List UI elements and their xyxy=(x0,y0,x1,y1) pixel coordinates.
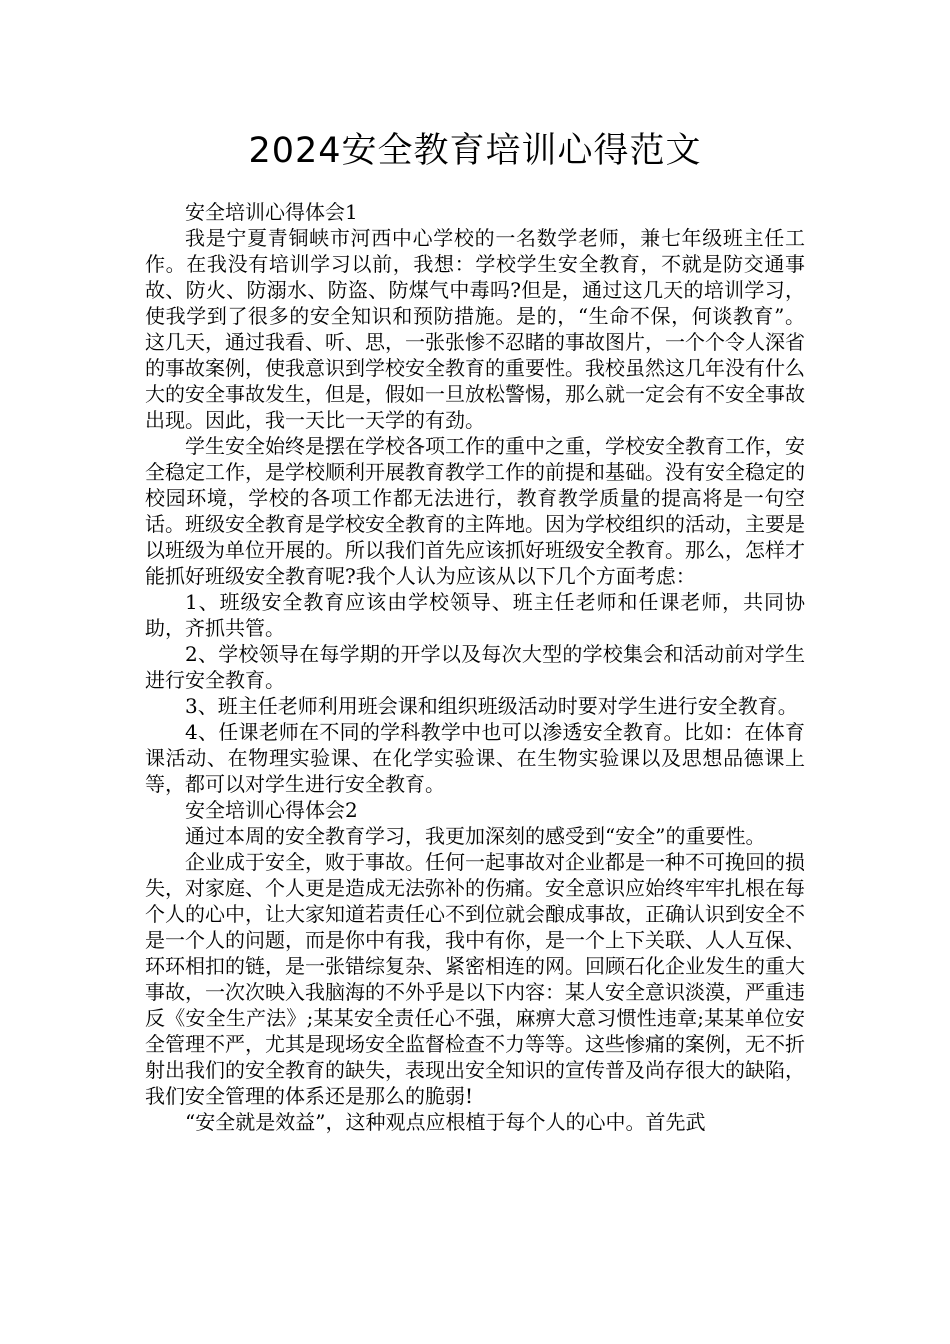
section-heading-1: 安全培训心得体会1 xyxy=(185,200,358,224)
paragraph: “安全就是效益”，这种观点应根植于每个人的心中。首先武 xyxy=(185,1110,706,1134)
list-item: 2、学校领导在每学期的开学以及每次大型的学校集会和活动前对学生进行安全教育。 xyxy=(145,642,805,692)
paragraph: 通过本周的安全教育学习，我更加深刻的感受到“安全”的重要性。 xyxy=(185,824,766,848)
list-item: 1、班级安全教育应该由学校领导、班主任老师和任课老师，共同协助，齐抓共管。 xyxy=(145,590,805,640)
document-body xyxy=(145,199,805,1135)
section-heading-2: 安全培训心得体会2 xyxy=(185,798,358,822)
list-item: 3、班主任老师利用班会课和组织班级活动时要对学生进行安全教育。 xyxy=(185,694,798,718)
paragraph: 我是宁夏青铜峡市河西中心学校的一名数学老师，兼七年级班主任工作。在我没有培训学习以前，我想：学校学生安全教育，不就是防交通事故、防火、防溺水、防盗、防煤气中毒吗?但是，通过这几天的培训学习，使我学到了很多的安全知识和预防措施。是的，“生命不保，何谈教育”。这几天，通过我看、听、思，一张张惨不忍睹的事故图片，一个个令人深省的事故案例，使我意识到学校安全教育的重要性。我校虽然这几年没有什么大的安全事故发生，但是，假如一旦放松警惕，那么就一定会有不安全事故出现。因此，我一天比一天学的有劲。 xyxy=(145,226,805,432)
document-title: 2024安全教育培训心得范文 xyxy=(248,131,702,171)
list-item: 4、任课老师在不同的学科教学中也可以渗透安全教育。比如：在体育课活动、在物理实验课、在化学实验课、在生物实验课以及思想品德课上等，都可以对学生进行安全教育。 xyxy=(145,720,805,796)
paragraph: 学生安全始终是摆在学校各项工作的重中之重，学校安全教育工作，安全稳定工作，是学校顺利开展教育教学工作的前提和基础。没有安全稳定的校园环境，学校的各项工作都无法进行，教育教学质量的提高将是一句空话。班级安全教育是学校安全教育的主阵地。因为学校组织的活动，主要是以班级为单位开展的。所以我们首先应该抓好班级安全教育。那么，怎样才能抓好班级安全教育呢?我个人认为应该从以下几个方面考虑： xyxy=(145,434,805,588)
paragraph: 企业成于安全，败于事故。任何一起事故对企业都是一种不可挽回的损失，对家庭、个人更是造成无法弥补的伤痛。安全意识应始终牢牢扎根在每个人的心中，让大家知道若责任心不到位就会酿成事故，正确认识到安全不是一个人的问题，而是你中有我，我中有你，是一个上下关联、人人互保、环环相扣的链，是一张错综复杂、紧密相连的网。回顾石化企业发生的重大事故，一次次映入我脑海的不外乎是以下内容：某人安全意识淡漠，严重违反《安全生产法》;某某安全责任心不强，麻痹大意习惯性违章;某某单位安全管理不严，尤其是现场安全监督检查不力等等。这些惨痛的案例，无不折射出我们的安全教育的缺失，表现出安全知识的宣传普及尚存很大的缺陷，我们安全管理的体系还是那么的脆弱! xyxy=(145,850,805,1108)
